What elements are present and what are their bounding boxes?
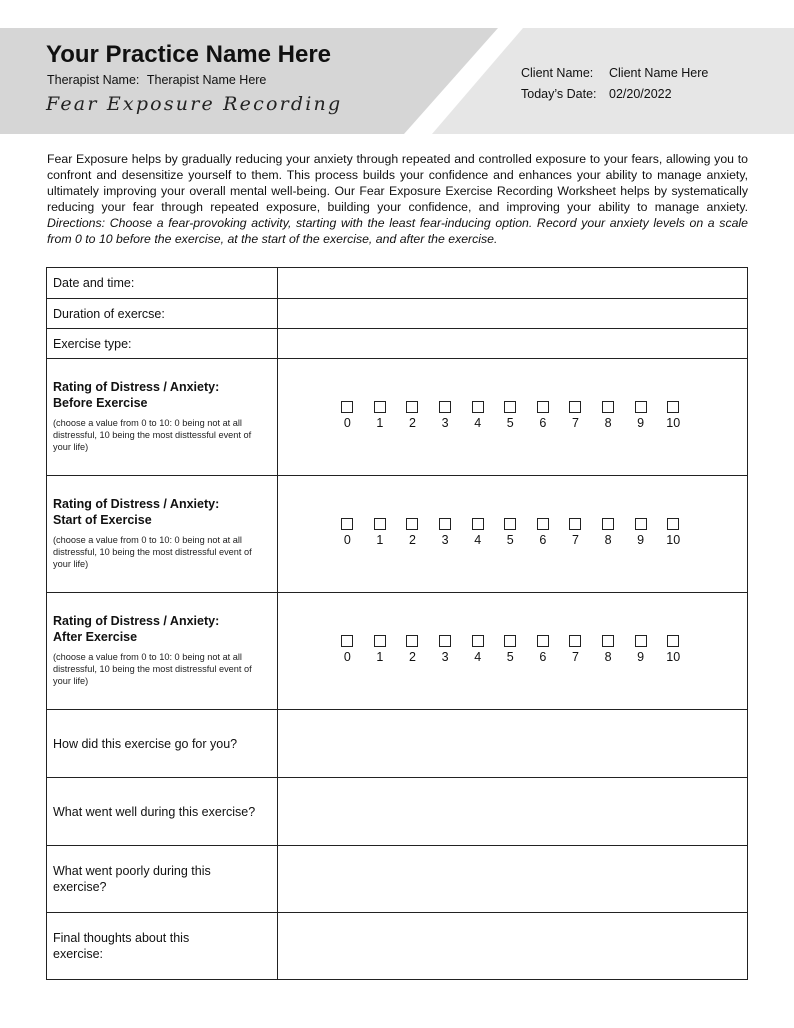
rating-before-option-2[interactable] xyxy=(396,401,429,430)
form-row-well xyxy=(47,778,748,846)
rating-before-value-5: 5 xyxy=(506,415,514,430)
rating-before-value-7: 7 xyxy=(571,415,579,430)
poorly-field[interactable] xyxy=(278,846,748,913)
rating-after-checkbox-0[interactable] xyxy=(341,635,353,647)
form-row-rating-start xyxy=(47,476,748,593)
rating-before-value-4: 4 xyxy=(474,415,482,430)
rating-before-checkbox-6[interactable] xyxy=(537,401,549,413)
rating-before-checkbox-1[interactable] xyxy=(374,401,386,413)
rating-after-option-5[interactable] xyxy=(494,635,527,664)
rating-start-option-9[interactable] xyxy=(624,518,657,547)
date-time-field[interactable] xyxy=(278,268,748,299)
rating-after-checkbox-7[interactable] xyxy=(569,635,581,647)
rating-after-value-9: 9 xyxy=(637,649,645,664)
rating-after-title-2: After Exercise xyxy=(53,630,138,644)
rating-before-option-3[interactable] xyxy=(429,401,462,430)
final-label-line-2: exercise: xyxy=(53,947,104,961)
rating-before-value-6: 6 xyxy=(539,415,547,430)
rating-before-checkbox-9[interactable] xyxy=(635,401,647,413)
rating-before-option-6[interactable] xyxy=(527,401,560,430)
form-row-poorly xyxy=(47,846,748,913)
rating-after-option-4[interactable] xyxy=(461,635,494,664)
form-row-how xyxy=(47,710,748,778)
rating-start-option-10[interactable] xyxy=(657,518,690,547)
rating-after-option-2[interactable] xyxy=(396,635,429,664)
rating-start-checkbox-2[interactable] xyxy=(406,518,418,530)
rating-before-checkbox-2[interactable] xyxy=(406,401,418,413)
rating-after-value-10: 10 xyxy=(666,649,681,664)
rating-start-value-9: 9 xyxy=(637,532,645,547)
rating-before-title-1: Rating of Distress / Anxiety: xyxy=(53,380,220,394)
practice-name: Your Practice Name Here xyxy=(46,41,332,68)
rating-after-value-8: 8 xyxy=(604,649,612,664)
rating-after-checkbox-9[interactable] xyxy=(635,635,647,647)
rating-before-option-0[interactable] xyxy=(331,401,364,430)
form-row-rating-before xyxy=(47,359,748,476)
rating-before-option-10[interactable] xyxy=(657,401,690,430)
rating-before-checkbox-5[interactable] xyxy=(504,401,516,413)
exposure-form-table xyxy=(46,267,748,980)
rating-after-label xyxy=(47,593,278,710)
form-row-duration xyxy=(47,299,748,329)
rating-start-checkbox-6[interactable] xyxy=(537,518,549,530)
rating-start-checkbox-7[interactable] xyxy=(569,518,581,530)
rating-after-option-3[interactable] xyxy=(429,635,462,664)
rating-scale xyxy=(331,635,747,664)
rating-after-option-7[interactable] xyxy=(559,635,592,664)
rating-start-value-5: 5 xyxy=(506,532,514,547)
rating-start-title-2: Start of Exercise xyxy=(53,513,152,527)
final-label xyxy=(47,913,278,980)
duration-field[interactable] xyxy=(278,299,748,329)
rating-after-value-4: 4 xyxy=(474,649,482,664)
rating-start-option-3[interactable] xyxy=(429,518,462,547)
rating-before-option-9[interactable] xyxy=(624,401,657,430)
form-row-rating-after xyxy=(47,593,748,710)
rating-before-checkbox-3[interactable] xyxy=(439,401,451,413)
rating-after-value-3: 3 xyxy=(441,649,449,664)
client-name-row xyxy=(521,66,708,87)
final-label-line-1: Final thoughts about this xyxy=(53,931,190,945)
duration-label: Duration of exercse: xyxy=(47,299,278,329)
rating-scale xyxy=(331,401,747,430)
rating-after-value-6: 6 xyxy=(539,649,547,664)
rating-after-checkbox-4[interactable] xyxy=(472,635,484,647)
rating-after-value-7: 7 xyxy=(571,649,579,664)
form-row-final xyxy=(47,913,748,980)
rating-start-checkbox-4[interactable] xyxy=(472,518,484,530)
rating-start-value-0: 0 xyxy=(343,532,351,547)
how-field[interactable] xyxy=(278,710,748,778)
rating-after-value-2: 2 xyxy=(409,649,416,664)
rating-before-value-8: 8 xyxy=(604,415,612,430)
well-field[interactable] xyxy=(278,778,748,846)
rating-start-checkbox-3[interactable] xyxy=(439,518,451,530)
rating-start-title-1: Rating of Distress / Anxiety: xyxy=(53,497,220,511)
rating-after-option-0[interactable] xyxy=(331,635,364,664)
rating-before-option-5[interactable] xyxy=(494,401,527,430)
rating-after-checkbox-3[interactable] xyxy=(439,635,451,647)
rating-scale xyxy=(331,518,747,547)
rating-start-checkbox-0[interactable] xyxy=(341,518,353,530)
rating-before-value-10: 10 xyxy=(666,415,681,430)
rating-after-scale-cell xyxy=(278,593,748,710)
therapist-name[interactable]: Therapist Name Here xyxy=(146,73,267,87)
rating-before-note: (choose a value from 0 to 10: 0 being not at all distressful, 10 being the most disttessful event of your life) xyxy=(53,418,252,452)
rating-start-note: (choose a value from 0 to 10: 0 being not at all distressful, 10 being the most distressful event of your life) xyxy=(53,535,252,569)
rating-start-value-1: 1 xyxy=(376,532,384,547)
rating-start-scale-cell xyxy=(278,476,748,593)
intro-body: Fear Exposure helps by gradually reducing your anxiety through repeated and controlled exposure to your fears, allowing you to confront and desensitize yourself to them. This process builds your confidence and enhances your ability to manage anxiety, ultimately improving your overall mental well-being. Our Fear Exposure Exercise Recording Worksheet helps by systematically reducing your fear through repeated exposure, building your confidence, and improving your ability to manage anxiety. xyxy=(47,152,748,214)
rating-before-checkbox-0[interactable] xyxy=(341,401,353,413)
rating-start-value-10: 10 xyxy=(666,532,681,547)
rating-start-checkbox-10[interactable] xyxy=(667,518,679,530)
how-label: How did this exercise go for you? xyxy=(47,710,278,778)
date-field[interactable]: 02/20/2022 xyxy=(609,87,672,101)
rating-before-checkbox-8[interactable] xyxy=(602,401,614,413)
rating-after-value-5: 5 xyxy=(506,649,514,664)
therapist-line xyxy=(47,73,266,87)
rating-start-option-2[interactable] xyxy=(396,518,429,547)
rating-before-option-1[interactable] xyxy=(364,401,397,430)
rating-after-option-6[interactable] xyxy=(527,635,560,664)
rating-start-value-7: 7 xyxy=(571,532,579,547)
rating-after-option-9[interactable] xyxy=(624,635,657,664)
rating-after-option-10[interactable] xyxy=(657,635,690,664)
intro-directions: Directions: Choose a fear-provoking activity, starting with the least fear-inducing option. Record your anxiety levels on a scale from 0 to 10 before the exercise, at the start of the exercise, and after the exercise. xyxy=(47,216,748,246)
rating-after-checkbox-6[interactable] xyxy=(537,635,549,647)
poorly-label-line-1: What went poorly during this xyxy=(53,864,211,878)
intro-paragraph xyxy=(47,151,748,247)
rating-before-checkbox-7[interactable] xyxy=(569,401,581,413)
form-row-date xyxy=(47,268,748,299)
rating-start-option-1[interactable] xyxy=(364,518,397,547)
rating-before-title-2: Before Exercise xyxy=(53,396,148,410)
rating-before-scale-cell xyxy=(278,359,748,476)
rating-start-label xyxy=(47,476,278,593)
therapist-label: Therapist Name: xyxy=(47,73,140,87)
date-time-label: Date and time: xyxy=(47,268,278,299)
poorly-label-line-2: exercise? xyxy=(53,880,107,894)
final-field[interactable] xyxy=(278,913,748,980)
rating-start-option-6[interactable] xyxy=(527,518,560,547)
rating-start-option-7[interactable] xyxy=(559,518,592,547)
rating-after-value-1: 1 xyxy=(376,649,384,664)
rating-before-value-2: 2 xyxy=(409,415,416,430)
rating-after-value-0: 0 xyxy=(343,649,351,664)
rating-after-checkbox-1[interactable] xyxy=(374,635,386,647)
poorly-label xyxy=(47,846,278,913)
rating-after-option-1[interactable] xyxy=(364,635,397,664)
client-name-label: Client Name: xyxy=(521,66,594,80)
rating-start-checkbox-8[interactable] xyxy=(602,518,614,530)
rating-start-checkbox-1[interactable] xyxy=(374,518,386,530)
exercise-type-label: Exercise type: xyxy=(47,329,278,359)
rating-start-value-4: 4 xyxy=(474,532,482,547)
rating-start-option-5[interactable] xyxy=(494,518,527,547)
rating-after-checkbox-2[interactable] xyxy=(406,635,418,647)
form-title: Fear Exposure Recording xyxy=(46,93,343,115)
rating-start-value-2: 2 xyxy=(409,532,416,547)
rating-start-checkbox-9[interactable] xyxy=(635,518,647,530)
date-label: Today’s Date: xyxy=(521,87,597,101)
rating-before-value-3: 3 xyxy=(441,415,449,430)
rating-after-checkbox-5[interactable] xyxy=(504,635,516,647)
rating-start-checkbox-5[interactable] xyxy=(504,518,516,530)
rating-after-checkbox-10[interactable] xyxy=(667,635,679,647)
rating-start-value-6: 6 xyxy=(539,532,547,547)
rating-before-value-9: 9 xyxy=(637,415,645,430)
rating-start-option-8[interactable] xyxy=(592,518,625,547)
rating-before-label xyxy=(47,359,278,476)
rating-after-note: (choose a value from 0 to 10: 0 being not at all distressful, 10 being the most distressful event of your life) xyxy=(53,652,252,686)
rating-before-checkbox-10[interactable] xyxy=(667,401,679,413)
well-label: What went well during this exercise? xyxy=(47,778,278,846)
rating-before-checkbox-4[interactable] xyxy=(472,401,484,413)
form-row-type xyxy=(47,329,748,359)
client-info xyxy=(521,66,708,108)
rating-after-title-1: Rating of Distress / Anxiety: xyxy=(53,614,220,628)
client-name-field[interactable]: Client Name Here xyxy=(609,66,709,80)
rating-start-option-4[interactable] xyxy=(461,518,494,547)
rating-before-option-7[interactable] xyxy=(559,401,592,430)
rating-after-checkbox-8[interactable] xyxy=(602,635,614,647)
rating-after-option-8[interactable] xyxy=(592,635,625,664)
rating-before-option-4[interactable] xyxy=(461,401,494,430)
rating-start-value-8: 8 xyxy=(604,532,612,547)
rating-before-value-0: 0 xyxy=(343,415,351,430)
rating-start-option-0[interactable] xyxy=(331,518,364,547)
rating-before-option-8[interactable] xyxy=(592,401,625,430)
exercise-type-field[interactable] xyxy=(278,329,748,359)
rating-before-value-1: 1 xyxy=(376,415,384,430)
rating-start-value-3: 3 xyxy=(441,532,449,547)
date-row xyxy=(521,87,708,108)
